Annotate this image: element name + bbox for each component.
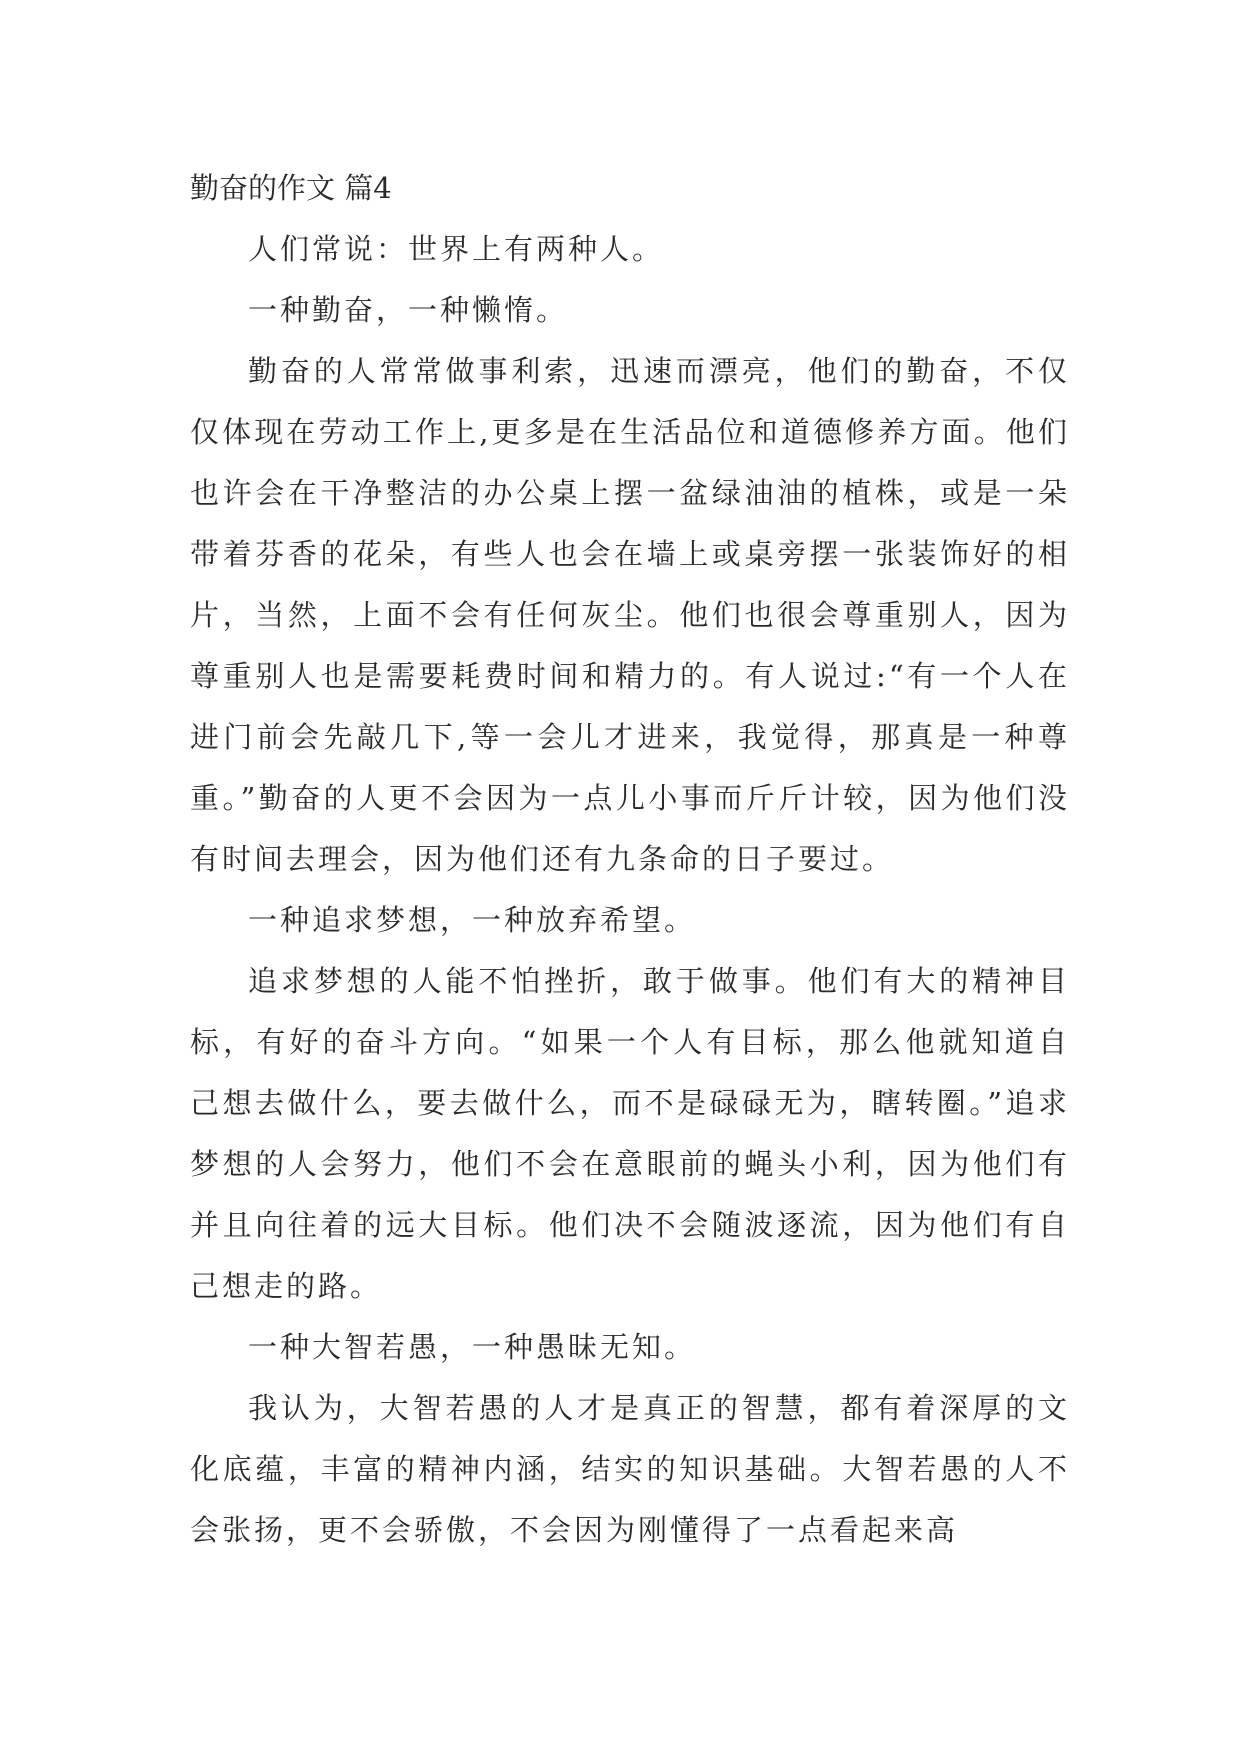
paragraph: 一种追求梦想，一种放弃希望。: [248, 903, 697, 937]
paragraph: 一种大智若愚，一种愚昧无知。: [248, 1330, 697, 1364]
paragraph: 一种勤奋，一种懒惰。: [248, 293, 569, 327]
paragraph: 勤奋的人常常做事利索，迅速而漂亮，他们的勤奋，不仅仅体现在劳动工作上,更多是在生活品位和道德修养方面。他们也许会在干净整洁的办公桌上摆一盆绿油油的植株，或是一朵带着芬香的花朵，有些人也会在墙上或桌旁摆一张装饰好的相片，当然，上面不会有任何灰尘。他们也很会尊重别人，因为尊重别人也是需要耗费时间和精力的。有人说过:“有一个人在进门前会先敲几下,等一会儿才进来，我觉得，那真是一种尊重。”勤奋的人更不会因为一点儿小事而斤斤计较，因为他们没有时间去理会，因为他们还有九条命的日子要过。: [190, 354, 1070, 876]
paragraph: 我认为，大智若愚的人才是真正的智慧，都有着深厚的文化底蕴，丰富的精神内涵，结实的知识基础。大智若愚的人不会张扬，更不会骄傲，不会因为刚懂得了一点看起来高: [190, 1391, 1070, 1547]
document-title: 勤奋的作文 篇4: [190, 171, 392, 205]
paragraph: 追求梦想的人能不怕挫折，敢于做事。他们有大的精神目标，有好的奋斗方向。“如果一个人有目标，那么他就知道自己想去做什么，要去做什么，而不是碌碌无为，瞎转圈。”追求梦想的人会努力，他们不会在意眼前的蝇头小利，因为他们有并且向往着的远大目标。他们决不会随波逐流，因为他们有自己想走的路。: [190, 964, 1070, 1303]
paragraph: 人们常说：世界上有两种人。: [248, 232, 665, 266]
document-page: [190, 158, 1070, 1561]
